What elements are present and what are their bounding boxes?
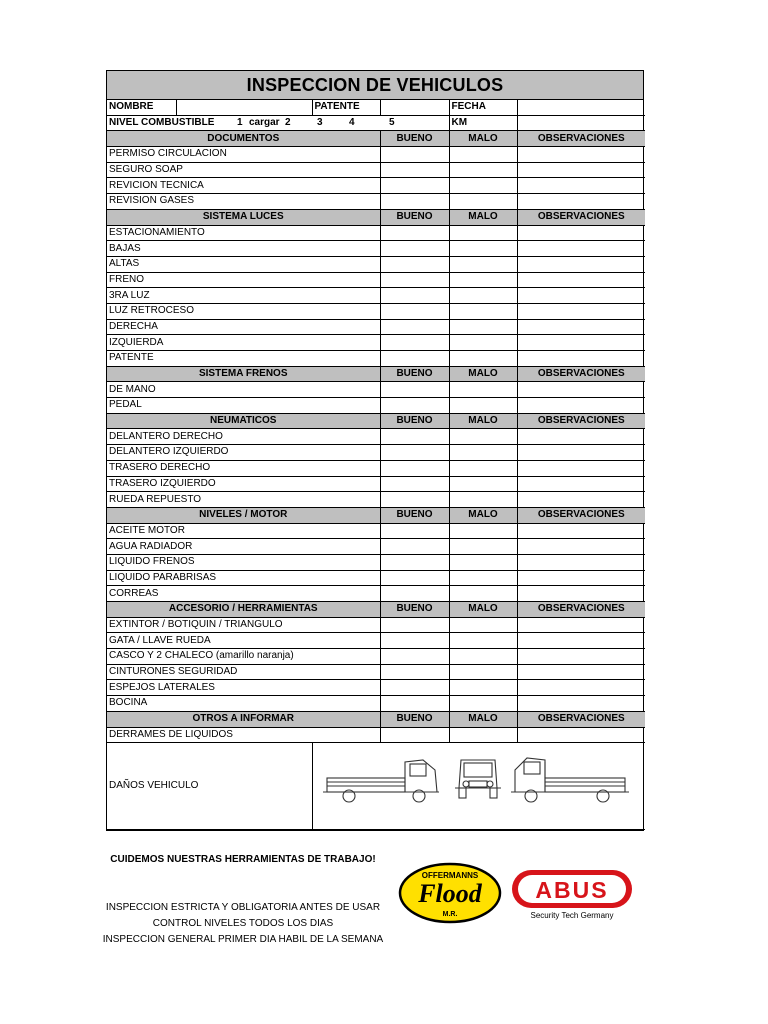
km-label: KM [449, 115, 517, 131]
section-header-niveles-motor [107, 507, 645, 523]
svg-text:ABUS: ABUS [535, 877, 609, 903]
item-label: IZQUIERDA [107, 335, 380, 351]
section-header-sistema-luces [107, 209, 645, 225]
bueno-cell[interactable] [380, 476, 449, 492]
damage-label: DAÑOS VEHICULO [107, 743, 312, 830]
item-label: CORREAS [107, 586, 380, 602]
bueno-cell[interactable] [380, 664, 449, 680]
observaciones-cell[interactable] [517, 241, 645, 257]
inspection-table [107, 100, 645, 743]
table-row [107, 570, 645, 586]
level-cargar[interactable]: cargar [249, 117, 280, 129]
observaciones-cell[interactable] [517, 492, 645, 508]
footer-slogan: CUIDEMOS NUESTRAS HERRAMIENTAS DE TRABAJO! [110, 854, 376, 865]
table-row [107, 617, 645, 633]
observaciones-cell[interactable] [517, 382, 645, 398]
bueno-cell[interactable] [380, 492, 449, 508]
malo-cell[interactable] [449, 335, 517, 351]
observaciones-cell[interactable] [517, 398, 645, 414]
observaciones-cell[interactable] [517, 303, 645, 319]
item-label: GATA / LLAVE RUEDA [107, 633, 380, 649]
fecha-label: FECHA [449, 100, 517, 115]
table-row [107, 696, 645, 712]
table-row [107, 554, 645, 570]
observaciones-cell[interactable] [517, 335, 645, 351]
observaciones-header: OBSERVACIONES [517, 366, 645, 382]
observaciones-cell[interactable] [517, 664, 645, 680]
observaciones-cell[interactable] [517, 445, 645, 461]
malo-cell[interactable] [449, 288, 517, 304]
table-row [107, 680, 645, 696]
bueno-cell[interactable] [380, 272, 449, 288]
bueno-cell[interactable] [380, 570, 449, 586]
table-row [107, 398, 645, 414]
damage-table [107, 743, 645, 830]
bueno-header: BUENO [380, 209, 449, 225]
observaciones-cell[interactable] [517, 680, 645, 696]
bueno-cell[interactable] [380, 382, 449, 398]
flood-logo [398, 862, 502, 929]
malo-cell[interactable] [449, 225, 517, 241]
observaciones-cell[interactable] [517, 319, 645, 335]
observaciones-cell[interactable] [517, 429, 645, 445]
item-label: ESPEJOS LATERALES [107, 680, 380, 696]
item-label: AGUA RADIADOR [107, 539, 380, 555]
table-row [107, 523, 645, 539]
bueno-cell[interactable] [380, 460, 449, 476]
observaciones-cell[interactable] [517, 523, 645, 539]
table-row [107, 460, 645, 476]
item-label: TRASERO DERECHO [107, 460, 380, 476]
item-label: LIQUIDO FRENOS [107, 554, 380, 570]
bueno-cell[interactable] [380, 256, 449, 272]
item-label: LIQUIDO PARABRISAS [107, 570, 380, 586]
observaciones-cell[interactable] [517, 256, 645, 272]
section-header-sistema-frenos [107, 366, 645, 382]
bueno-cell[interactable] [380, 335, 449, 351]
bueno-header: BUENO [380, 131, 449, 147]
section-title: ACCESORIO / HERRAMIENTAS [107, 602, 380, 618]
bueno-cell[interactable] [380, 241, 449, 257]
malo-cell[interactable] [449, 727, 517, 743]
bueno-cell[interactable] [380, 303, 449, 319]
level-5[interactable]: 5 [389, 117, 395, 129]
malo-cell[interactable] [449, 680, 517, 696]
item-label: 3RA LUZ [107, 288, 380, 304]
malo-cell[interactable] [449, 272, 517, 288]
section-title: SISTEMA FRENOS [107, 366, 380, 382]
table-row [107, 272, 645, 288]
section-title: NIVELES / MOTOR [107, 507, 380, 523]
nombre-label: NOMBRE [107, 100, 176, 115]
malo-cell[interactable] [449, 649, 517, 665]
bueno-cell[interactable] [380, 649, 449, 665]
item-label: LUZ RETROCESO [107, 303, 380, 319]
malo-cell[interactable] [449, 194, 517, 210]
patente-label: PATENTE [312, 100, 380, 115]
table-row [107, 382, 645, 398]
item-label: PERMISO CIRCULACION [107, 147, 380, 163]
malo-cell[interactable] [449, 460, 517, 476]
item-label: ACEITE MOTOR [107, 523, 380, 539]
malo-cell[interactable] [449, 256, 517, 272]
table-row [107, 633, 645, 649]
bueno-cell[interactable] [380, 617, 449, 633]
item-label: ESTACIONAMIENTO [107, 225, 380, 241]
bueno-cell[interactable] [380, 319, 449, 335]
malo-cell[interactable] [449, 382, 517, 398]
nombre-field[interactable] [176, 100, 312, 115]
item-label: PATENTE [107, 351, 380, 367]
abus-logo-icon [510, 868, 634, 922]
malo-header: MALO [449, 602, 517, 618]
observaciones-cell[interactable] [517, 351, 645, 367]
truck-outline-icon [319, 748, 639, 820]
bueno-cell[interactable] [380, 633, 449, 649]
item-label: BAJAS [107, 241, 380, 257]
malo-cell[interactable] [449, 523, 517, 539]
section-title: OTROS A INFORMAR [107, 711, 380, 727]
malo-header: MALO [449, 711, 517, 727]
item-label: DELANTERO IZQUIERDO [107, 445, 380, 461]
table-row [107, 178, 645, 194]
form-title: INSPECCION DE VEHICULOS [107, 71, 643, 100]
observaciones-cell[interactable] [517, 617, 645, 633]
section-header-documentos [107, 131, 645, 147]
item-label: CINTURONES SEGURIDAD [107, 664, 380, 680]
table-row [107, 586, 645, 602]
svg-text:M.R.: M.R. [442, 911, 458, 918]
truck-diagram[interactable] [312, 743, 645, 830]
malo-cell[interactable] [449, 319, 517, 335]
malo-header: MALO [449, 209, 517, 225]
malo-cell[interactable] [449, 303, 517, 319]
km-field[interactable] [517, 115, 645, 131]
malo-cell[interactable] [449, 398, 517, 414]
table-row [107, 194, 645, 210]
malo-header: MALO [449, 131, 517, 147]
fecha-field[interactable] [517, 100, 645, 115]
level-3[interactable]: 3 [317, 117, 323, 129]
malo-cell[interactable] [449, 617, 517, 633]
bueno-cell[interactable] [380, 523, 449, 539]
nivel-label: NIVEL COMBUSTIBLE [109, 117, 215, 129]
level-4[interactable]: 4 [349, 117, 355, 129]
bueno-header: BUENO [380, 413, 449, 429]
item-label: DELANTERO DERECHO [107, 429, 380, 445]
observaciones-cell[interactable] [517, 554, 645, 570]
observaciones-cell[interactable] [517, 288, 645, 304]
bueno-header: BUENO [380, 602, 449, 618]
observaciones-cell[interactable] [517, 162, 645, 178]
table-row [107, 147, 645, 163]
item-label: BOCINA [107, 696, 380, 712]
observaciones-cell[interactable] [517, 539, 645, 555]
flood-logo-icon [398, 862, 502, 924]
bueno-cell[interactable] [380, 194, 449, 210]
bueno-cell[interactable] [380, 225, 449, 241]
malo-cell[interactable] [449, 476, 517, 492]
observaciones-cell[interactable] [517, 649, 645, 665]
bueno-cell[interactable] [380, 727, 449, 743]
info-row-1 [107, 100, 645, 115]
bueno-cell[interactable] [380, 680, 449, 696]
malo-cell[interactable] [449, 570, 517, 586]
malo-cell[interactable] [449, 492, 517, 508]
table-row [107, 241, 645, 257]
observaciones-cell[interactable] [517, 633, 645, 649]
observaciones-cell[interactable] [517, 586, 645, 602]
item-label: DE MANO [107, 382, 380, 398]
malo-cell[interactable] [449, 664, 517, 680]
malo-cell[interactable] [449, 241, 517, 257]
item-label: EXTINTOR / BOTIQUIN / TRIANGULO [107, 617, 380, 633]
malo-cell[interactable] [449, 429, 517, 445]
observaciones-cell[interactable] [517, 194, 645, 210]
bueno-cell[interactable] [380, 445, 449, 461]
bueno-cell[interactable] [380, 178, 449, 194]
section-title: DOCUMENTOS [107, 131, 380, 147]
level-1[interactable]: 1 [237, 117, 243, 129]
bueno-cell[interactable] [380, 429, 449, 445]
table-row [107, 162, 645, 178]
malo-cell[interactable] [449, 162, 517, 178]
observaciones-header: OBSERVACIONES [517, 131, 645, 147]
section-header-otros-a-informar [107, 711, 645, 727]
observaciones-cell[interactable] [517, 570, 645, 586]
malo-cell[interactable] [449, 633, 517, 649]
observaciones-cell[interactable] [517, 225, 645, 241]
table-row [107, 649, 645, 665]
item-label: PEDAL [107, 398, 380, 414]
table-row [107, 319, 645, 335]
table-row [107, 335, 645, 351]
malo-cell[interactable] [449, 586, 517, 602]
svg-text:Flood: Flood [418, 879, 482, 908]
observaciones-header: OBSERVACIONES [517, 711, 645, 727]
table-row [107, 288, 645, 304]
bueno-cell[interactable] [380, 288, 449, 304]
bueno-header: BUENO [380, 507, 449, 523]
malo-cell[interactable] [449, 696, 517, 712]
bueno-cell[interactable] [380, 351, 449, 367]
observaciones-cell[interactable] [517, 476, 645, 492]
damage-row [107, 743, 645, 830]
table-row [107, 256, 645, 272]
item-label: TRASERO IZQUIERDO [107, 476, 380, 492]
item-label: ALTAS [107, 256, 380, 272]
item-label: DERRAMES DE LIQUIDOS [107, 727, 380, 743]
table-row [107, 727, 645, 743]
malo-cell[interactable] [449, 539, 517, 555]
footer-line-3: INSPECCION GENERAL PRIMER DIA HABIL DE LA SEMANA [102, 934, 384, 945]
item-label: CASCO Y 2 CHALECO (amarillo naranja) [107, 649, 380, 665]
malo-cell[interactable] [449, 554, 517, 570]
svg-text:Security Tech Germany: Security Tech Germany [530, 911, 614, 920]
table-row [107, 445, 645, 461]
section-header-accesorio-herramientas [107, 602, 645, 618]
malo-cell[interactable] [449, 147, 517, 163]
table-row [107, 225, 645, 241]
malo-cell[interactable] [449, 178, 517, 194]
item-label: REVICION TECNICA [107, 178, 380, 194]
bueno-cell[interactable] [380, 586, 449, 602]
footer-line-2: CONTROL NIVELES TODOS LOS DIAS [152, 918, 334, 929]
section-title: NEUMATICOS [107, 413, 380, 429]
bueno-cell[interactable] [380, 162, 449, 178]
svg-text:OFFERMANNS: OFFERMANNS [421, 871, 479, 880]
observaciones-cell[interactable] [517, 727, 645, 743]
item-label: DERECHA [107, 319, 380, 335]
section-header-neumaticos [107, 413, 645, 429]
table-row [107, 303, 645, 319]
table-row [107, 476, 645, 492]
observaciones-cell[interactable] [517, 178, 645, 194]
info-row-2 [107, 115, 645, 131]
inspection-form [106, 70, 644, 831]
observaciones-header: OBSERVACIONES [517, 507, 645, 523]
table-row [107, 539, 645, 555]
bueno-header: BUENO [380, 366, 449, 382]
malo-header: MALO [449, 507, 517, 523]
bueno-cell[interactable] [380, 539, 449, 555]
item-label: REVISION GASES [107, 194, 380, 210]
table-row [107, 492, 645, 508]
bueno-cell[interactable] [380, 696, 449, 712]
item-label: RUEDA REPUESTO [107, 492, 380, 508]
malo-cell[interactable] [449, 445, 517, 461]
level-2[interactable]: 2 [285, 117, 291, 129]
item-label: SEGURO SOAP [107, 162, 380, 178]
table-row [107, 429, 645, 445]
bueno-cell[interactable] [380, 398, 449, 414]
patente-field[interactable] [380, 100, 449, 115]
malo-header: MALO [449, 413, 517, 429]
observaciones-cell[interactable] [517, 460, 645, 476]
section-title: SISTEMA LUCES [107, 209, 380, 225]
nivel-combustible [107, 115, 449, 131]
observaciones-header: OBSERVACIONES [517, 209, 645, 225]
footer-line-1: INSPECCION ESTRICTA Y OBLIGATORIA ANTES DE USAR [105, 902, 381, 913]
observaciones-cell[interactable] [517, 272, 645, 288]
malo-cell[interactable] [449, 351, 517, 367]
observaciones-cell[interactable] [517, 147, 645, 163]
bueno-header: BUENO [380, 711, 449, 727]
table-row [107, 664, 645, 680]
table-row [107, 351, 645, 367]
bueno-cell[interactable] [380, 554, 449, 570]
observaciones-cell[interactable] [517, 696, 645, 712]
observaciones-header: OBSERVACIONES [517, 602, 645, 618]
malo-header: MALO [449, 366, 517, 382]
item-label: FRENO [107, 272, 380, 288]
abus-logo [510, 868, 634, 927]
observaciones-header: OBSERVACIONES [517, 413, 645, 429]
bueno-cell[interactable] [380, 147, 449, 163]
